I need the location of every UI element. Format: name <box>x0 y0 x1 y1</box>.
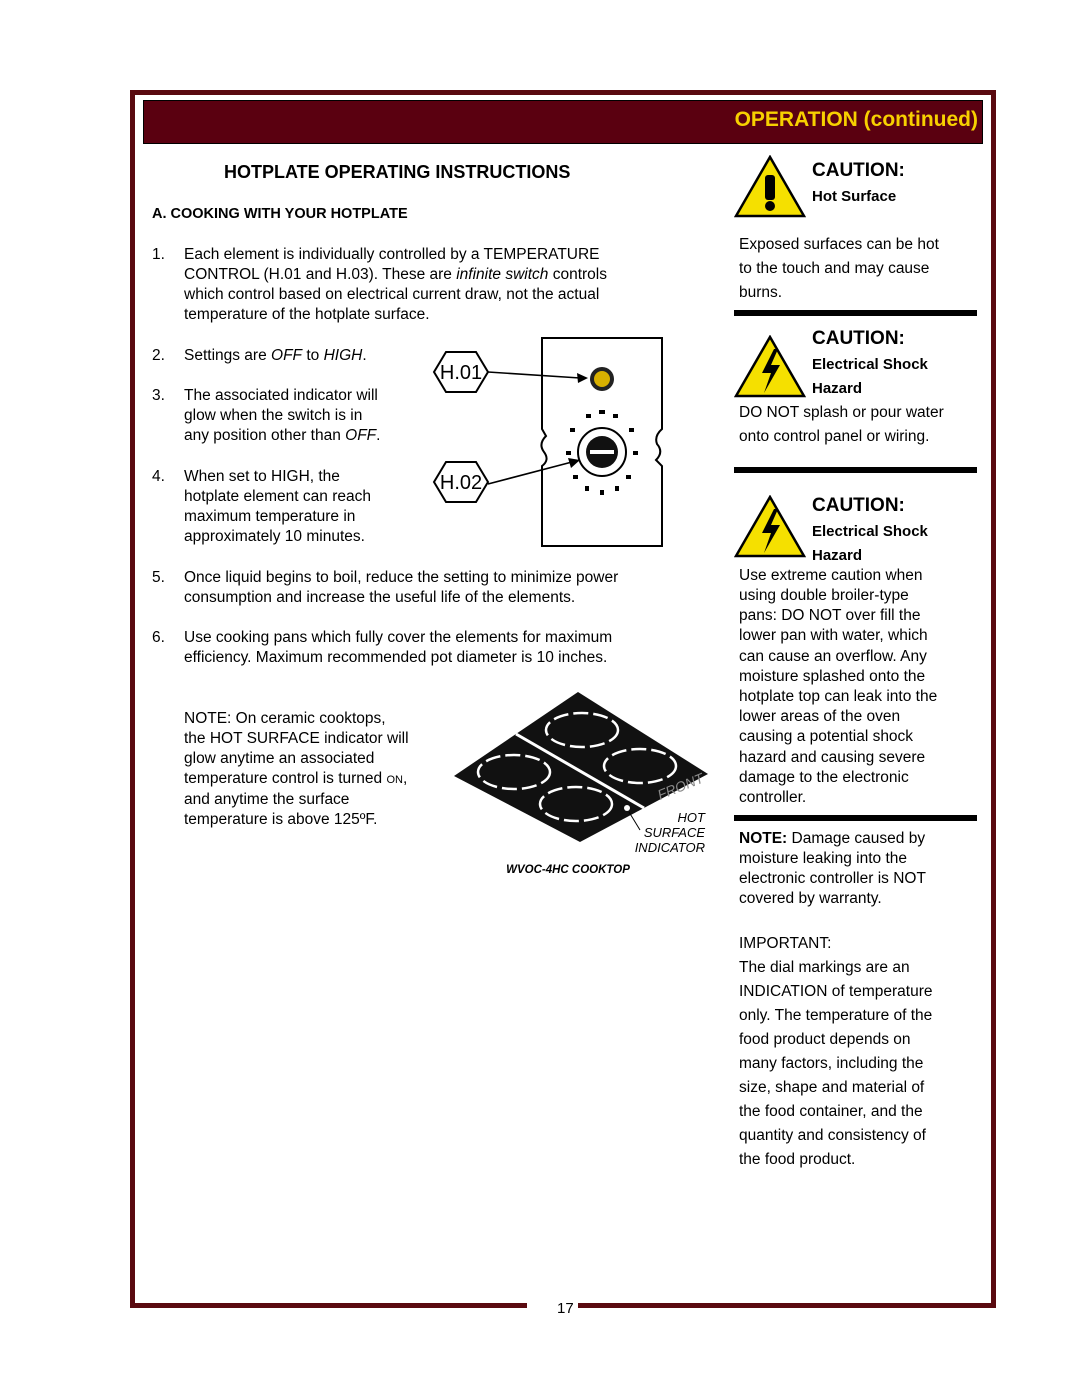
divider-1 <box>734 310 977 316</box>
caution-3-title: CAUTION: <box>812 495 905 516</box>
caution-3-line-2: using double broiler-type <box>739 587 909 604</box>
caution-2-title: CAUTION: <box>812 328 905 349</box>
page-frame-left <box>130 90 135 1308</box>
indicator-callout-line <box>629 812 640 830</box>
electrical-shock-icon <box>734 335 806 399</box>
item-3-number: 3. <box>152 387 165 404</box>
caution-3-line-4: lower pan with water, which <box>739 627 928 644</box>
caution-1-subtitle: Hot Surface <box>812 188 897 205</box>
caution-3-line-9: causing a potential shock <box>739 728 914 745</box>
page-number: 17 <box>557 1300 574 1317</box>
important-line-6: size, shape and material of <box>739 1079 925 1096</box>
item-2-number: 2. <box>152 347 165 364</box>
important-line-3: only. The temperature of the <box>739 1007 933 1024</box>
caution-3-line-12: controller. <box>739 789 807 806</box>
item-1-number: 1. <box>152 246 165 263</box>
important-line-2: INDICATION of temperature <box>739 983 933 1000</box>
electrical-shock-icon <box>734 495 806 559</box>
cooktop-diagram <box>450 690 712 885</box>
caution-3-line-11: damage to the electronic <box>739 769 909 786</box>
item-2-e: . <box>362 347 367 364</box>
h02-label: H.02 <box>439 472 483 494</box>
cooktop-caption: WVOC-4HC COOKTOP <box>506 864 630 876</box>
note-line-3: glow anytime an associated <box>184 750 375 767</box>
cooktop-surface <box>454 692 708 842</box>
warranty-note-line-2: moisture leaking into the <box>739 850 908 867</box>
item-4-line-2: hotplate element can reach <box>184 488 371 505</box>
item-5-number: 5. <box>152 569 165 586</box>
note-line-6: temperature is above 125ºF. <box>184 811 378 828</box>
item-6-number: 6. <box>152 629 165 646</box>
item-1-line-4: temperature of the hotplate surface. <box>184 306 430 323</box>
caution-3-line-1: Use extreme caution when <box>739 567 923 584</box>
header-title: OPERATION (continued) <box>734 108 978 131</box>
caution-1-line-2: to the touch and may cause <box>739 260 930 277</box>
item-2-c: to <box>302 347 324 364</box>
item-3-dot: . <box>376 427 381 444</box>
item-5-line-2: consumption and increase the useful life of the elements. <box>184 589 576 606</box>
note-line-1: NOTE: On ceramic cooktops, <box>184 710 386 727</box>
caution-3-line-10: hazard and causing severe <box>739 749 926 766</box>
page-frame-right <box>991 90 996 1308</box>
item-1-line-2 <box>184 265 607 285</box>
hot-label: HOT <box>677 810 705 825</box>
important-line-4: food product depends on <box>739 1031 911 1048</box>
warranty-note-line-3: electronic controller is NOT <box>739 870 926 887</box>
item-6-line-2: efficiency. Maximum recommended pot diameter is 10 inches. <box>184 649 608 666</box>
item-4-line-1: When set to HIGH, the <box>184 468 340 485</box>
caution-3-line-5: can cause an overflow. Any <box>739 648 927 665</box>
item-4-line-3: maximum temperature in <box>184 508 356 525</box>
subsection-title: A. COOKING WITH YOUR HOTPLATE <box>152 206 408 222</box>
note-line-4 <box>184 769 407 790</box>
caution-1-line-3: burns. <box>739 284 783 301</box>
caution-1-line-1: Exposed surfaces can be hot <box>739 236 939 253</box>
caution-warning-icon <box>734 155 806 219</box>
important-line-8: quantity and consistency of <box>739 1127 926 1144</box>
front-label: FRONT <box>655 769 706 803</box>
item-3-off: OFF <box>345 427 377 444</box>
caution-3-line-3: pans: DO NOT over fill the <box>739 607 921 624</box>
item-1-line-3: which control based on electrical current draw, not the actual <box>184 286 600 303</box>
item-5-line-1: Once liquid begins to boil, reduce the setting to minimize power <box>184 569 619 586</box>
warranty-note-line-1 <box>739 829 925 849</box>
page-frame-bottom-right <box>578 1303 996 1308</box>
note-comma: , <box>402 770 408 787</box>
indicator-light-glow <box>594 371 610 387</box>
caution-3-line-7: hotplate top can leak into the <box>739 688 938 705</box>
note-on: ON <box>386 774 403 786</box>
item-4-number: 4. <box>152 468 165 485</box>
item-6-line-1: Use cooking pans which fully cover the elements for maximum <box>184 629 613 646</box>
item-2-high: HIGH <box>323 347 363 364</box>
item-3-line-2: glow when the switch is in <box>184 407 363 424</box>
item-3-line-3 <box>184 426 380 446</box>
item-4-line-4: approximately 10 minutes. <box>184 528 365 545</box>
hot-surface-indicator-icon <box>624 805 630 811</box>
caution-2-line-2: onto control panel or wiring. <box>739 428 930 445</box>
item-1-line-1: Each element is individually controlled by a TEMPERATURE <box>184 246 600 263</box>
page-frame-bottom-left <box>130 1303 527 1308</box>
warranty-note-label: NOTE: <box>739 830 788 847</box>
important-line-9: the food product. <box>739 1151 856 1168</box>
page-frame-top <box>130 90 996 95</box>
header-bar <box>143 100 983 144</box>
item-1-text-end: controls <box>548 266 607 283</box>
caution-2-line-1: DO NOT splash or pour water <box>739 404 944 421</box>
caution-3-subtitle-1: Electrical Shock <box>812 523 928 540</box>
note-line-5: and anytime the surface <box>184 791 350 808</box>
divider-3 <box>734 815 977 821</box>
item-2-off: OFF <box>271 347 303 364</box>
divider-2 <box>734 467 977 473</box>
item-3-text: any position other than <box>184 427 346 444</box>
important-line-1: The dial markings are an <box>739 959 910 976</box>
surface-label: SURFACE <box>643 825 705 840</box>
caution-3-line-8: lower areas of the oven <box>739 708 901 725</box>
section-title: HOTPLATE OPERATING INSTRUCTIONS <box>224 162 571 182</box>
knob-pointer <box>590 450 614 454</box>
warranty-note-text: Damage caused by <box>787 830 926 847</box>
item-1-italic: infinite switch <box>456 266 549 283</box>
h01-label: H.01 <box>439 362 483 384</box>
item-1-text: CONTROL (H.01 and H.03). These are <box>184 266 457 283</box>
indicator-label: INDICATOR <box>634 840 705 855</box>
note-text: temperature control is turned <box>184 770 387 787</box>
warranty-note-line-4: covered by warranty. <box>739 890 882 907</box>
note-line-2: the HOT SURFACE indicator will <box>184 730 409 747</box>
important-line-7: the food container, and the <box>739 1103 923 1120</box>
item-2-line <box>184 346 367 366</box>
important-title: IMPORTANT: <box>739 935 832 952</box>
control-panel-diagram <box>420 334 670 550</box>
item-3-line-1: The associated indicator will <box>184 387 378 404</box>
item-2-a: Settings are <box>184 347 272 364</box>
caution-3-line-6: moisture splashed onto the <box>739 668 926 685</box>
caution-2-subtitle-2: Hazard <box>812 380 863 397</box>
caution-3-subtitle-2: Hazard <box>812 547 863 564</box>
caution-1-title: CAUTION: <box>812 160 905 181</box>
caution-2-subtitle-1: Electrical Shock <box>812 356 928 373</box>
important-line-5: many factors, including the <box>739 1055 924 1072</box>
